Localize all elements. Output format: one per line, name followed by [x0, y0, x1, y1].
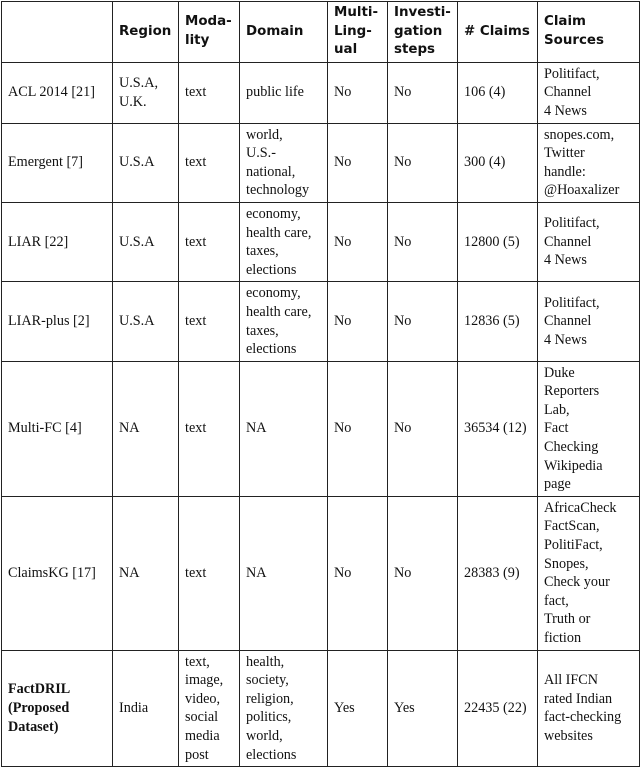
cell-region	[113, 202, 179, 281]
cell-line: Truth or	[544, 611, 591, 628]
cell-modality	[179, 496, 240, 650]
cell-line: fact-checking	[544, 709, 622, 726]
cell-dataset	[2, 496, 113, 650]
cell-line: LIAR-plus [2]	[8, 313, 90, 330]
cell-claim-sources	[538, 496, 640, 650]
cell-line: 36534 (12)	[464, 420, 527, 437]
cell-modality	[179, 62, 240, 123]
cell-line: NA	[119, 420, 140, 437]
cell-line: No	[394, 84, 412, 101]
cell-investigation-steps	[388, 650, 458, 767]
cell-modality	[179, 361, 240, 496]
cell-domain	[240, 650, 328, 767]
cell-claim-sources	[538, 282, 640, 361]
cell-line: No	[394, 420, 412, 437]
cell-line: economy,	[246, 205, 301, 222]
cell-line: religion,	[246, 690, 294, 707]
cell-line: No	[334, 233, 352, 250]
cell-line: FactDRIL	[8, 681, 71, 698]
cell-line: U.S.-	[246, 145, 276, 162]
cell-line: U.S.A	[119, 154, 155, 171]
cell-line: No	[334, 420, 352, 437]
cell-line: LIAR [22]	[8, 233, 69, 250]
cell-line: 22435 (22)	[464, 700, 527, 717]
cell-line: NA	[246, 564, 267, 581]
cell-claim-sources	[538, 62, 640, 123]
cell-domain	[240, 496, 328, 650]
cell-line: U.S.A,	[119, 75, 159, 92]
cell-multilingual	[328, 650, 388, 767]
header-dataset	[2, 2, 113, 63]
cell-claims	[458, 202, 538, 281]
table-row	[2, 282, 640, 361]
cell-line: Channel	[544, 313, 592, 330]
cell-line: Checking	[544, 439, 599, 456]
cell-line: 4 News	[544, 252, 587, 269]
cell-line: Lab,	[544, 401, 570, 418]
cell-line: Multi-	[334, 5, 378, 20]
cell-line: NA	[119, 564, 140, 581]
cell-line: text	[185, 564, 207, 581]
cell-line: Yes	[394, 700, 415, 717]
cell-line: fact,	[544, 592, 569, 609]
table-row	[2, 202, 640, 281]
cell-line: social	[185, 709, 219, 726]
cell-line: Politifact,	[544, 294, 600, 311]
cell-line: ual	[334, 42, 358, 58]
header-claims	[458, 2, 538, 63]
cell-line: Emergent [7]	[8, 154, 83, 171]
cell-region	[113, 496, 179, 650]
cell-line: U.S.A	[119, 233, 155, 250]
cell-line: text	[185, 84, 207, 101]
cell-line: text	[185, 233, 207, 250]
cell-line: Sources	[544, 32, 604, 48]
cell-line: U.K.	[119, 93, 147, 110]
cell-line: elections	[246, 341, 297, 358]
cell-claim-sources	[538, 202, 640, 281]
cell-line: Politifact,	[544, 215, 600, 232]
cell-dataset	[2, 361, 113, 496]
cell-line: Dataset)	[8, 718, 59, 735]
cell-line: Ling-	[334, 23, 372, 39]
cell-claim-sources	[538, 361, 640, 496]
cell-investigation-steps	[388, 496, 458, 650]
cell-modality	[179, 282, 240, 361]
cell-line: ACL 2014 [21]	[8, 84, 95, 101]
header-multilingual	[328, 2, 388, 63]
cell-line: Moda-	[185, 14, 232, 30]
cell-line: steps	[394, 42, 436, 58]
cell-line: No	[394, 564, 412, 581]
cell-domain	[240, 62, 328, 123]
cell-line: Wikipedia	[544, 457, 603, 474]
header-modality	[179, 2, 240, 63]
cell-claims	[458, 62, 538, 123]
cell-line: No	[334, 313, 352, 330]
cell-line: politics,	[246, 709, 292, 726]
cell-claims	[458, 361, 538, 496]
cell-line: # Claims	[464, 23, 530, 39]
cell-region	[113, 282, 179, 361]
cell-line: Claim	[544, 14, 586, 30]
cell-line: taxes,	[246, 243, 279, 260]
cell-line: elections	[246, 746, 297, 763]
cell-line: image,	[185, 672, 224, 689]
cell-line: rated Indian	[544, 690, 613, 707]
cell-line: 12836 (5)	[464, 313, 520, 330]
cell-line: No	[394, 313, 412, 330]
cell-line: Duke	[544, 364, 575, 381]
cell-domain	[240, 202, 328, 281]
cell-line: 4 News	[544, 102, 587, 119]
cell-line: page	[544, 476, 571, 493]
cell-multilingual	[328, 282, 388, 361]
cell-line: media	[185, 727, 220, 744]
cell-line: Twitter	[544, 145, 585, 162]
cell-line: national,	[246, 163, 296, 180]
cell-line: Reporters	[544, 383, 600, 400]
cell-domain	[240, 123, 328, 202]
cell-line: Channel	[544, 233, 592, 250]
cell-line: @Hoaxalizer	[544, 182, 620, 199]
cell-claims	[458, 650, 538, 767]
cell-dataset	[2, 202, 113, 281]
cell-line: Politifact,	[544, 65, 600, 82]
cell-line: Check your	[544, 574, 610, 591]
cell-multilingual	[328, 202, 388, 281]
cell-line: world,	[246, 727, 283, 744]
cell-line: PolitiFact,	[544, 537, 603, 554]
cell-region	[113, 650, 179, 767]
cell-investigation-steps	[388, 202, 458, 281]
cell-line: Region	[119, 23, 172, 39]
header-investigation-steps	[388, 2, 458, 63]
cell-line: text	[185, 420, 207, 437]
cell-claims	[458, 123, 538, 202]
cell-line: Yes	[334, 700, 355, 717]
cell-investigation-steps	[388, 123, 458, 202]
cell-line: AfricaCheck	[544, 499, 617, 516]
cell-line: India	[119, 700, 149, 717]
cell-domain	[240, 361, 328, 496]
cell-line: All IFCN	[544, 672, 598, 689]
cell-claim-sources	[538, 123, 640, 202]
cell-line: Fact	[544, 420, 569, 437]
cell-investigation-steps	[388, 62, 458, 123]
cell-line: 106 (4)	[464, 84, 506, 101]
cell-line: technology	[246, 182, 310, 199]
cell-dataset	[2, 62, 113, 123]
cell-region	[113, 62, 179, 123]
cell-line: 4 News	[544, 331, 587, 348]
cell-claims	[458, 282, 538, 361]
cell-line: No	[334, 84, 352, 101]
cell-line: 28383 (9)	[464, 564, 520, 581]
cell-line: FactScan,	[544, 518, 600, 535]
cell-line: snopes.com,	[544, 126, 615, 143]
cell-claims	[458, 496, 538, 650]
cell-line: health care,	[246, 303, 312, 320]
cell-investigation-steps	[388, 282, 458, 361]
cell-line: 12800 (5)	[464, 233, 520, 250]
cell-multilingual	[328, 62, 388, 123]
cell-line: websites	[544, 727, 593, 744]
cell-region	[113, 361, 179, 496]
cell-line: health care,	[246, 224, 312, 241]
cell-multilingual	[328, 123, 388, 202]
comparison-table	[1, 1, 640, 767]
cell-line: Channel	[544, 84, 592, 101]
cell-line: NA	[246, 420, 267, 437]
cell-line: Investi-	[394, 5, 451, 20]
cell-investigation-steps	[388, 361, 458, 496]
cell-region	[113, 123, 179, 202]
cell-line: 300 (4)	[464, 154, 506, 171]
cell-line: gation	[394, 23, 443, 39]
cell-line: fiction	[544, 630, 582, 646]
cell-line: handle:	[544, 163, 586, 180]
cell-modality	[179, 123, 240, 202]
header-domain	[240, 2, 328, 63]
cell-line: world,	[246, 126, 283, 143]
cell-line: Domain	[246, 23, 304, 39]
cell-modality	[179, 202, 240, 281]
cell-line: Snopes,	[544, 555, 589, 572]
cell-line: text,	[185, 653, 210, 670]
table-row	[2, 496, 640, 650]
cell-line: society,	[246, 672, 289, 689]
table-row	[2, 650, 640, 767]
cell-multilingual	[328, 361, 388, 496]
cell-multilingual	[328, 496, 388, 650]
table-row	[2, 123, 640, 202]
cell-line: Multi-FC [4]	[8, 420, 82, 437]
cell-domain	[240, 282, 328, 361]
cell-line: No	[394, 154, 412, 171]
table-row	[2, 62, 640, 123]
cell-claim-sources	[538, 650, 640, 767]
cell-dataset	[2, 282, 113, 361]
header-row	[2, 2, 640, 63]
cell-line: No	[334, 154, 352, 171]
cell-line: ClaimsKG [17]	[8, 564, 96, 581]
cell-line: lity	[185, 32, 210, 48]
cell-line: text	[185, 313, 207, 330]
cell-line: video,	[185, 690, 221, 707]
cell-dataset	[2, 123, 113, 202]
header-region	[113, 2, 179, 63]
cell-line: economy,	[246, 285, 301, 302]
cell-line: text	[185, 154, 207, 171]
cell-line: (Proposed	[8, 700, 70, 717]
cell-line: No	[394, 233, 412, 250]
cell-line: elections	[246, 261, 297, 278]
cell-modality	[179, 650, 240, 767]
cell-line: post	[185, 746, 209, 763]
cell-line: U.S.A	[119, 313, 155, 330]
table-body	[2, 62, 640, 766]
cell-line: public life	[246, 84, 304, 101]
cell-line: taxes,	[246, 322, 279, 339]
cell-line: health,	[246, 653, 285, 670]
cell-dataset	[2, 650, 113, 767]
table-row	[2, 361, 640, 496]
cell-line: No	[334, 564, 352, 581]
header-claim-sources	[538, 2, 640, 63]
